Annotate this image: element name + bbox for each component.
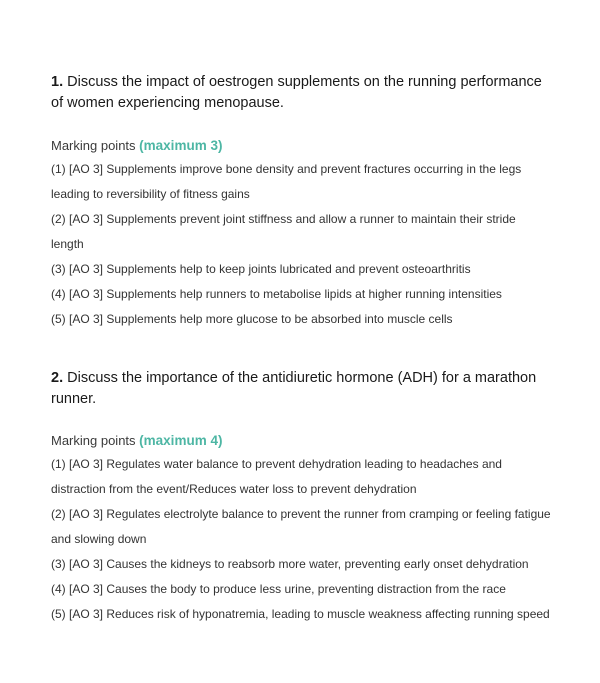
question-number: 2.: [51, 370, 64, 386]
marking-points-list: [51, 157, 551, 332]
maximum-marks: (maximum 3): [139, 138, 223, 153]
marking-point: (2) [AO 3] Supplements prevent joint stiffness and allow a runner to maintain their stride length: [51, 212, 516, 251]
question-text: Discuss the importance of the antidiuretic hormone (ADH) for a marathon runner.: [51, 370, 537, 407]
marking-label: Marking points: [51, 433, 136, 448]
marking-point: (1) [AO 3] Supplements improve bone density and prevent fractures occurring in the legs leading to reversibility of fitness gains: [51, 162, 522, 201]
question-1: [51, 72, 551, 114]
marking-point: (5) [AO 3] Supplements help more glucose to be absorbed into muscle cells: [51, 312, 453, 326]
maximum-marks: (maximum 4): [139, 433, 223, 448]
question-2: [51, 368, 551, 410]
question-text: Discuss the impact of oestrogen supplements on the running performance of women experiencing menopause.: [51, 74, 542, 111]
marking-point: (1) [AO 3] Regulates water balance to prevent dehydration leading to headaches and distraction from the event/Reduces water loss to prevent dehydration: [51, 457, 502, 496]
marking-point: (5) [AO 3] Reduces risk of hyponatremia, leading to muscle weakness affecting running speed: [51, 607, 550, 621]
marking-points-header: [51, 137, 222, 155]
marking-point: (2) [AO 3] Regulates electrolyte balance to prevent the runner from cramping or feeling fatigue and slowing down: [51, 507, 551, 546]
marking-point: (4) [AO 3] Causes the body to produce less urine, preventing distraction from the race: [51, 582, 506, 596]
marking-points-header: [51, 432, 222, 450]
marking-label: Marking points: [51, 138, 136, 153]
question-number: 1.: [51, 74, 64, 90]
marking-point: (3) [AO 3] Causes the kidneys to reabsorb more water, preventing early onset dehydration: [51, 557, 529, 571]
marking-point: (3) [AO 3] Supplements help to keep joints lubricated and prevent osteoarthritis: [51, 262, 471, 276]
marking-point: (4) [AO 3] Supplements help runners to metabolise lipids at higher running intensities: [51, 287, 502, 301]
marking-points-list: [51, 452, 551, 627]
